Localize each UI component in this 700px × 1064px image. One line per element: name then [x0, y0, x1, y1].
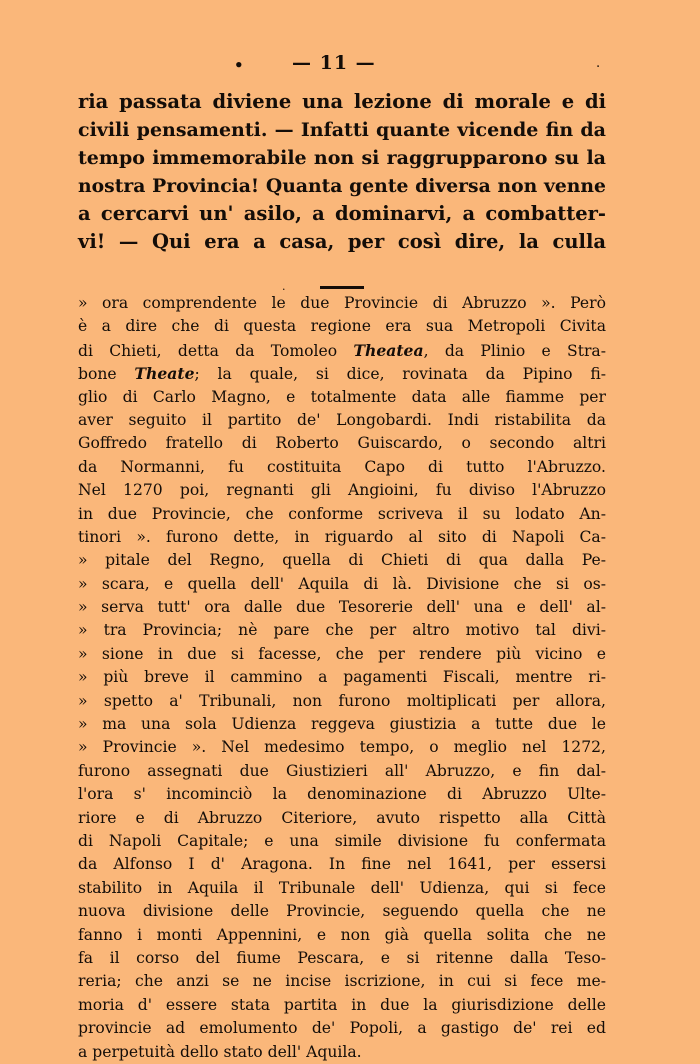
separator-dot: .: [282, 280, 286, 293]
footnote-separator-rule: [320, 286, 364, 289]
footnote-text: [78, 292, 606, 1064]
footnote-line: glio di Carlo Magno, e totalmente data alle fiamme per: [78, 387, 606, 406]
footnote-line: Nel 1270 poi, regnanti gli Angioini, fu diviso l'Abruzzo: [78, 481, 606, 500]
footnote-line: » tra Provincia; nè pare che per altro motivo tal divi-: [78, 621, 606, 640]
footnote-line: riore e di Abruzzo Citeriore, avuto rispetto alla Città: [78, 808, 606, 827]
footnote-line: » serva tutt' ora dalle due Tesorerie dell' una e dell' al-: [78, 598, 606, 617]
main-text-line: tempo immemorabile non si raggrupparono su la: [78, 147, 606, 169]
footnote-line: bone Theate; la quale, si dice, rovinata da Pipino fi-: [78, 364, 606, 384]
footnote-line: è a dire che di questa regione era sua Metropoli Civita: [78, 317, 606, 336]
footnote-line: di Chieti, detta da Tomoleo Theatea, da Plinio e Stra-: [78, 340, 606, 360]
footnote-line: » ora comprendente le due Provincie di Abruzzo ». Però: [78, 294, 606, 312]
footnote-line: aver seguito il partito de' Longobardi. Indi ristabilita da: [78, 410, 606, 429]
main-text-line: nostra Provincia! Quanta gente diversa non venne: [78, 175, 606, 197]
footnote-line: Goffredo fratello di Roberto Guiscardo, o secondo altri: [78, 434, 606, 453]
footnote-line: fanno i monti Appennini, e non già quella solita che ne: [78, 925, 606, 944]
footnote-line: reria; che anzi se ne incise iscrizione, in cui si fece me-: [78, 972, 606, 991]
footnote-line: » spetto a' Tribunali, non furono moltiplicati per allora,: [78, 691, 606, 710]
page-number: — 11 —: [292, 52, 376, 74]
footnote-line: » pitale del Regno, quella di Chieti di qua dalla Pe-: [78, 551, 606, 570]
footnote-line: da Alfonso I d' Aragona. In fine nel 1641, per essersi: [78, 855, 606, 874]
main-text: [78, 88, 606, 256]
footnote-line: » Provincie ». Nel medesimo tempo, o meglio nel 1272,: [78, 738, 606, 757]
footnote-line: fa il corso del fiume Pescara, e si ritenne dalla Teso-: [78, 948, 606, 967]
footnote-line: a perpetuità dello stato dell' Aquila.: [78, 1042, 362, 1061]
header-mark-right: .: [596, 56, 601, 71]
italic-name: Theatea: [353, 340, 424, 360]
footnote-line: » ma una sola Udienza reggeva giustizia a tutte due le: [78, 715, 606, 734]
footnote-line: di Napoli Capitale; e una simile divisione fu confermata: [78, 831, 606, 850]
footnote-line: provincie ad emolumento de' Popoli, a gastigo de' rei ed: [78, 1019, 606, 1038]
footnote-line: moria d' essere stata partita in due la giurisdizione delle: [78, 995, 606, 1014]
main-text-line: a cercarvi un' asilo, a dominarvi, a combatter-: [78, 202, 606, 225]
footnote-line: da Normanni, fu costituita Capo di tutto l'Abruzzo.: [78, 457, 606, 476]
footnote-line: nuova divisione delle Provincie, seguendo quella che ne: [78, 902, 606, 921]
footnote-line: in due Provincie, che conforme scriveva il su lodato An-: [78, 504, 606, 523]
footnote-line: stabilito in Aquila il Tribunale dell' Udienza, qui si fece: [78, 878, 606, 897]
page-header: [0, 52, 700, 76]
main-text-line: civili pensamenti. — Infatti quante vicende fin da: [78, 119, 606, 141]
footnote-line: » sione in due si facesse, che per rendere più vicino e: [78, 644, 606, 663]
main-text-line: ria passata diviene una lezione di morale e di: [78, 90, 606, 113]
footnote-line: furono assegnati due Giustizieri all' Abruzzo, e fin dal-: [78, 761, 606, 780]
footnote-line: » scara, e quella dell' Aquila di là. Divisione che si os-: [78, 574, 606, 593]
footnote-line: tinori ». furono dette, in riguardo al sito di Napoli Ca-: [78, 527, 606, 546]
header-mark-left: •: [234, 56, 244, 74]
footnote-line: » più breve il cammino a pagamenti Fiscali, mentre ri-: [78, 668, 606, 687]
footnote-line: l'ora s' incominciò la denominazione di Abruzzo Ulte-: [78, 785, 606, 804]
main-text-line: vi! — Qui era a casa, per così dire, la culla: [78, 230, 606, 253]
italic-name: Theate: [134, 364, 195, 384]
